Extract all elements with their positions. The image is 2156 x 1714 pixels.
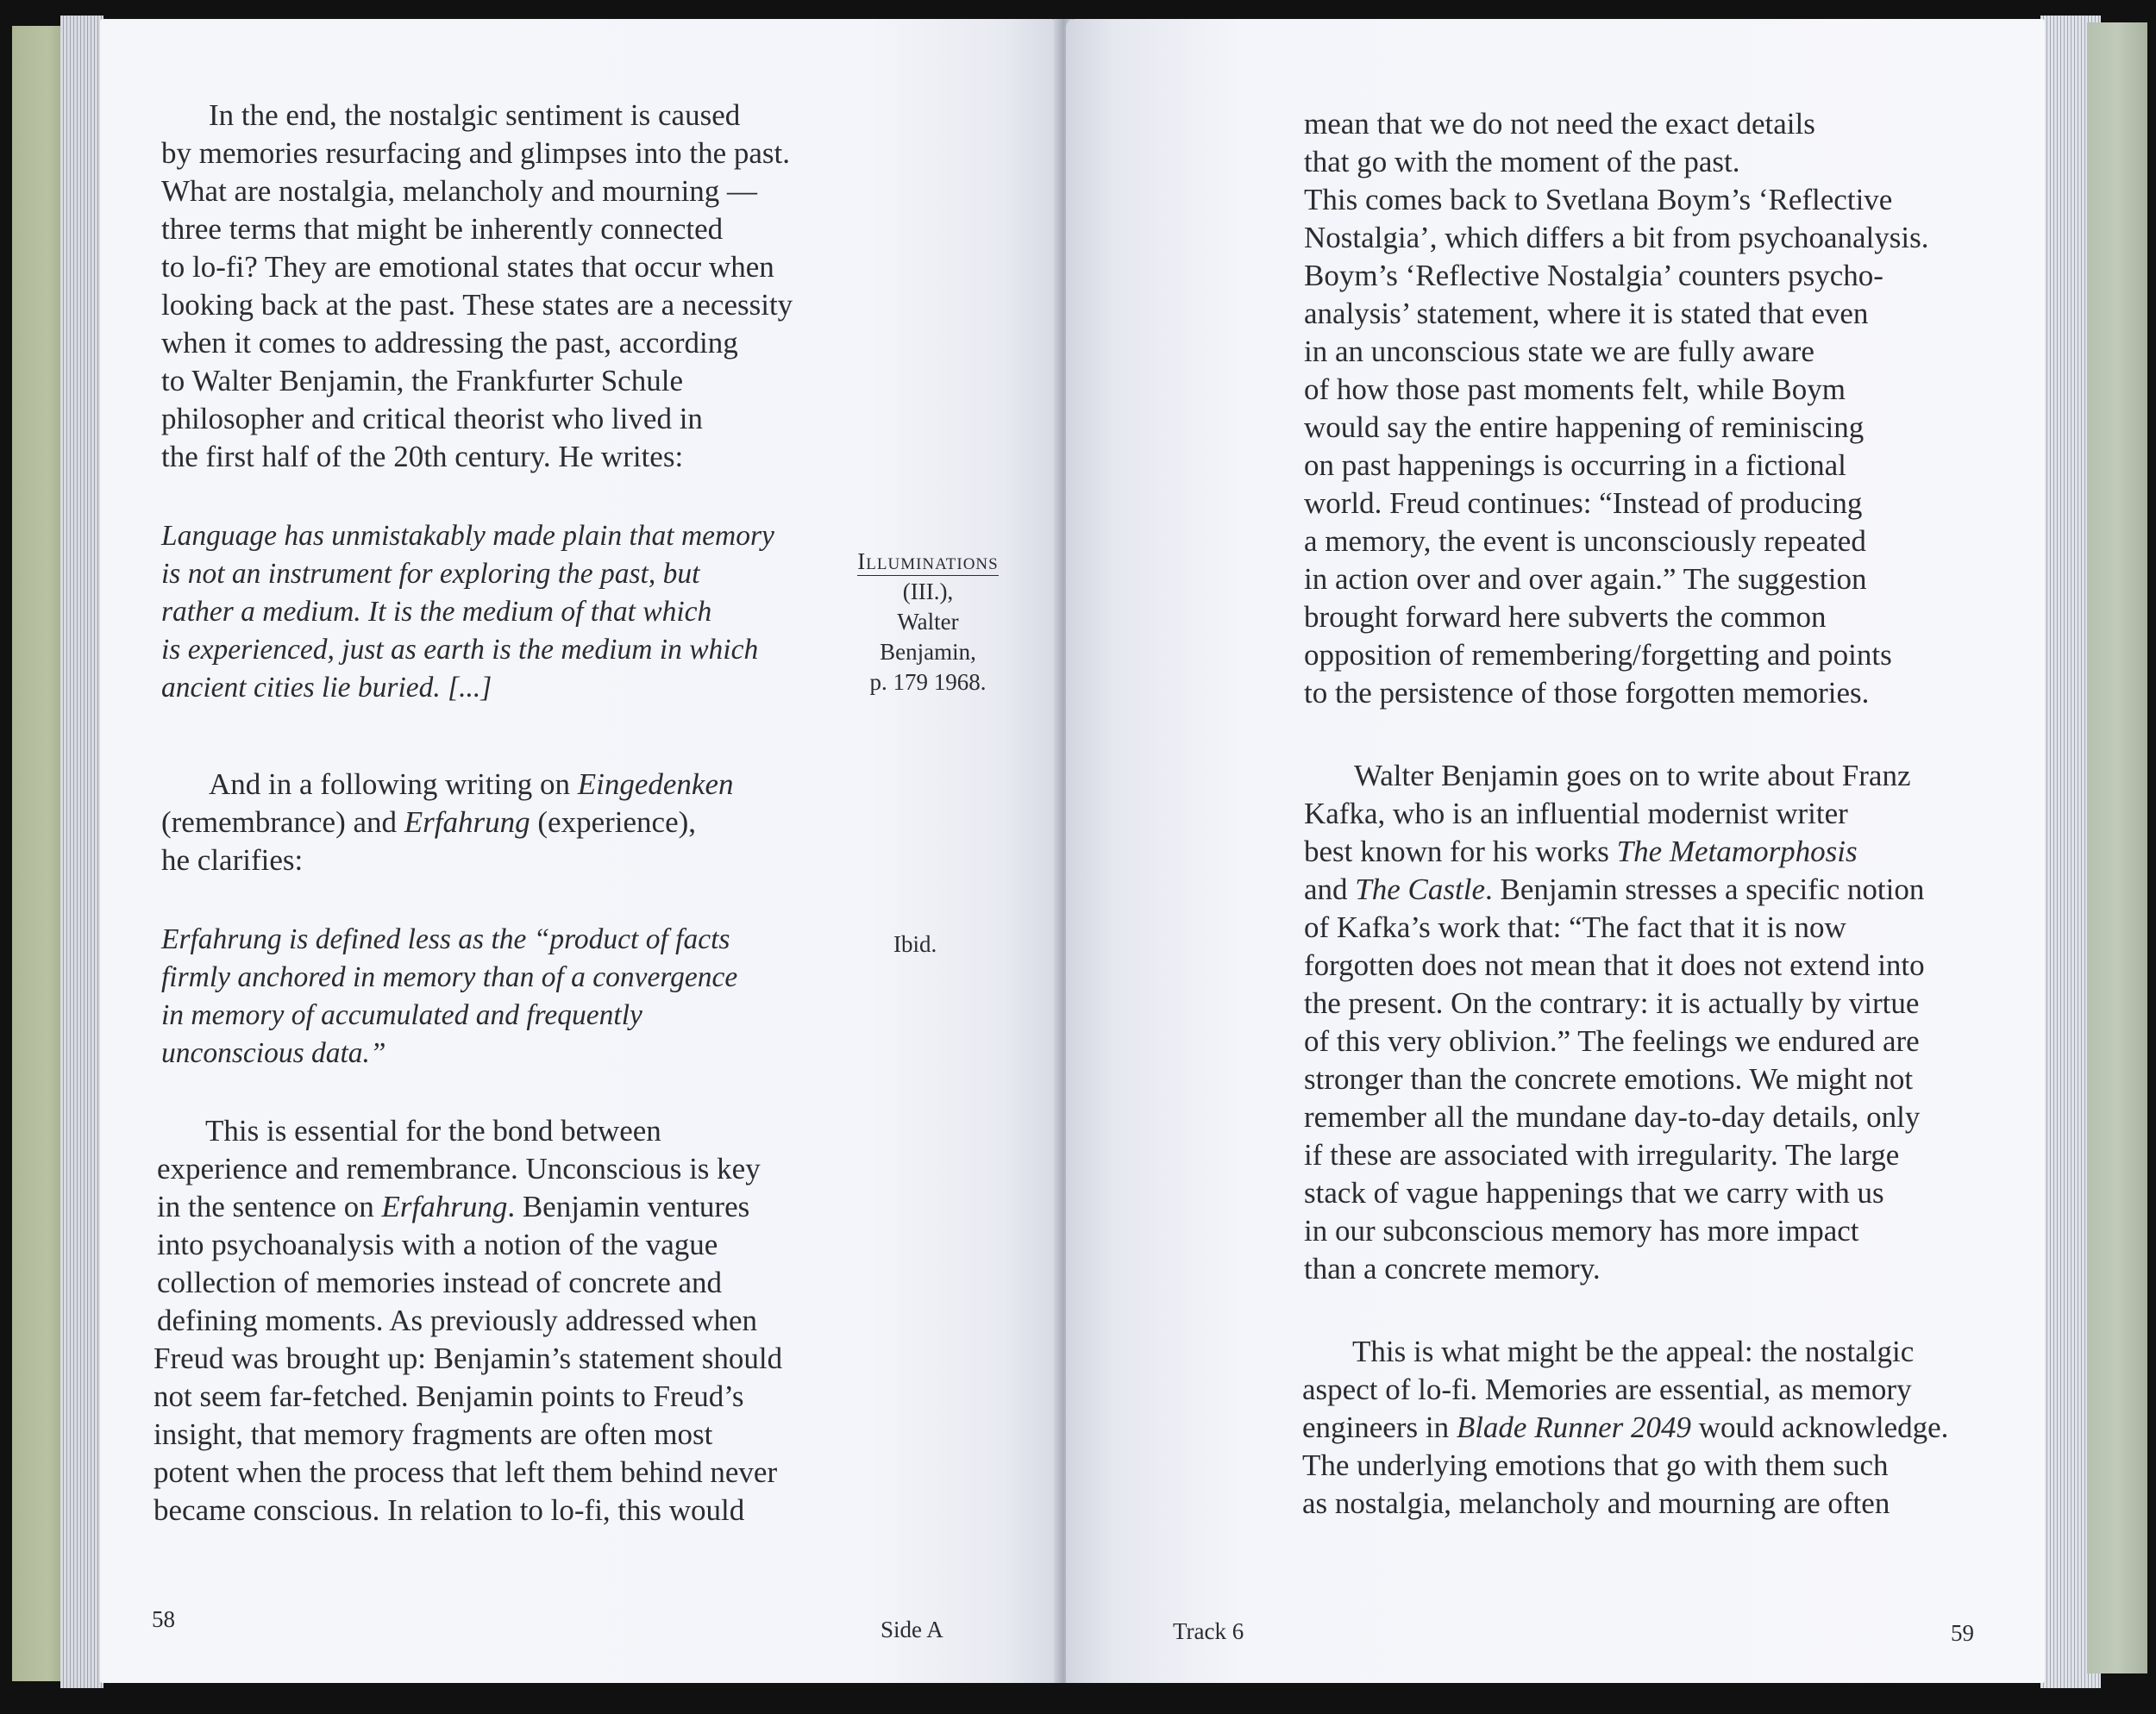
text-line: as nostalgia, melancholy and mourning are often: [1302, 1486, 1890, 1520]
text-line: than a concrete memory.: [1304, 1252, 1601, 1286]
text-line: forgotten does not mean that it does not extend into: [1304, 948, 1925, 982]
text-line: the present. On the contrary: it is actually by virtue: [1304, 986, 1920, 1020]
quote-line: Language has unmistakably made plain that memory: [161, 520, 774, 552]
text-line: a memory, the event is unconsciously repeated: [1304, 524, 1866, 558]
text-line: the first half of the 20th century. He writes:: [161, 440, 684, 473]
text-line: Nostalgia’, which differs a bit from psychoanalysis.: [1304, 221, 1929, 254]
text-line: Freud was brought up: Benjamin’s statement should: [154, 1342, 783, 1375]
text-line: stronger than the concrete emotions. We might not: [1304, 1062, 1914, 1096]
sidenote-line: p. 179 1968.: [869, 669, 987, 695]
text-line: brought forward here subverts the common: [1304, 600, 1827, 634]
text-line: analysis’ statement, where it is stated that even: [1304, 297, 1869, 330]
text-line: of how those past moments felt, while Boym: [1304, 372, 1846, 406]
text-line: of Kafka’s work that: “The fact that it is now: [1304, 910, 1846, 944]
quote-line: firmly anchored in memory than of a convergence: [161, 961, 738, 993]
text-line: on past happenings is occurring in a fictional: [1304, 448, 1846, 482]
quote-line: is experienced, just as earth is the medium in which: [161, 634, 759, 666]
text-line: defining moments. As previously addressed when: [157, 1304, 758, 1337]
text-line: in an unconscious state we are fully aware: [1304, 335, 1814, 368]
text-line: by memories resurfacing and glimpses into the past.: [161, 136, 791, 170]
quote-line: rather a medium. It is the medium of that which: [161, 596, 712, 628]
left-page: [100, 19, 1061, 1683]
sidenote-line: Walter: [897, 609, 959, 635]
text-line: in the sentence on Erfahrung. Benjamin ventures: [157, 1190, 750, 1223]
text-line: would say the entire happening of reminiscing: [1304, 410, 1865, 444]
text-line: The underlying emotions that go with them such: [1302, 1448, 1889, 1482]
text-line: collection of memories instead of concrete and: [157, 1266, 723, 1299]
sidenote-ibid: Ibid.: [893, 931, 937, 957]
text-line: This is essential for the bond between: [205, 1114, 661, 1148]
quote-line: ancient cities lie buried. [...]: [161, 672, 492, 704]
text-line: best known for his works The Metamorphosis: [1304, 835, 1858, 868]
text-line: and The Castle. Benjamin stresses a specific notion: [1304, 873, 1925, 906]
quote-line: Erfahrung is defined less as the “product of facts: [161, 923, 730, 955]
left-page-stack: [60, 16, 103, 1688]
text-line: In the end, the nostalgic sentiment is caused: [209, 98, 741, 132]
sidenote-line: Benjamin,: [880, 639, 976, 665]
sidenote-illuminations: [842, 547, 1014, 697]
text-line: into psychoanalysis with a notion of the vague: [157, 1228, 718, 1261]
text-line: of this very oblivion.” The feelings we endured are: [1304, 1024, 1920, 1058]
text-line: insight, that memory fragments are often most: [154, 1417, 713, 1451]
text-line: in our subconscious memory has more impact: [1304, 1214, 1859, 1248]
page-number-right: 59: [1951, 1620, 1974, 1646]
text-line: potent when the process that left them behind never: [154, 1455, 778, 1489]
text-line: when it comes to addressing the past, according: [161, 326, 738, 360]
text-line: to the persistence of those forgotten memories.: [1304, 676, 1870, 710]
text-line: What are nostalgia, melancholy and mourning —: [161, 174, 758, 208]
text-line: stack of vague happenings that we carry with us: [1304, 1176, 1884, 1210]
running-header-right: Track 6: [1173, 1618, 1244, 1644]
text-line: Boym’s ‘Reflective Nostalgia’ counters psycho-: [1304, 259, 1883, 292]
right-cover-edge: [2087, 22, 2147, 1673]
text-line: philosopher and critical theorist who lived in: [161, 402, 703, 435]
right-page: [1066, 19, 2045, 1683]
text-line: Walter Benjamin goes on to write about Franz: [1354, 759, 1911, 792]
text-line: mean that we do not need the exact details: [1304, 107, 1815, 141]
text-line: became conscious. In relation to lo-fi, this would: [154, 1493, 745, 1527]
text-line: remember all the mundane day-to-day details, only: [1304, 1100, 1921, 1134]
text-line: This comes back to Svetlana Boym’s ‘Reflective: [1304, 183, 1893, 216]
quote-line: in memory of accumulated and frequently: [161, 999, 642, 1031]
text-line: that go with the moment of the past.: [1304, 145, 1740, 178]
text-line: This is what might be the appeal: the nostalgic: [1352, 1335, 1915, 1368]
sidenote-line: (III.),: [902, 579, 954, 604]
text-line: opposition of remembering/forgetting and points: [1304, 638, 1892, 672]
quote-line: is not an instrument for exploring the past, but: [161, 558, 700, 590]
text-line: And in a following writing on Eingedenken: [209, 767, 734, 801]
text-line: engineers in Blade Runner 2049 would acknowledge.: [1302, 1411, 1949, 1444]
text-line: three terms that might be inherently connected: [161, 212, 724, 246]
quote-line: unconscious data.”: [161, 1037, 386, 1069]
page-number-left: 58: [152, 1606, 175, 1632]
text-line: to Walter Benjamin, the Frankfurter Schule: [161, 364, 683, 397]
text-line: to lo-fi? They are emotional states that occur when: [161, 250, 774, 284]
text-line: looking back at the past. These states are a necessity: [161, 288, 793, 322]
text-line: aspect of lo-fi. Memories are essential, as memory: [1302, 1373, 1912, 1406]
text-line: he clarifies:: [161, 843, 304, 877]
text-line: in action over and over again.” The suggestion: [1304, 562, 1867, 596]
text-line: experience and remembrance. Unconscious is key: [157, 1152, 761, 1185]
text-line: Kafka, who is an influential modernist writer: [1304, 797, 1848, 830]
text-line: if these are associated with irregularity. The large: [1304, 1138, 1900, 1172]
sidenote-title: Illuminations: [857, 548, 999, 574]
text-line: not seem far-fetched. Benjamin points to Freud’s: [154, 1379, 744, 1413]
text-line: (remembrance) and Erfahrung (experience),: [161, 805, 697, 839]
running-footer-left: Side A: [881, 1617, 943, 1642]
text-line: world. Freud continues: “Instead of producing: [1304, 486, 1863, 520]
